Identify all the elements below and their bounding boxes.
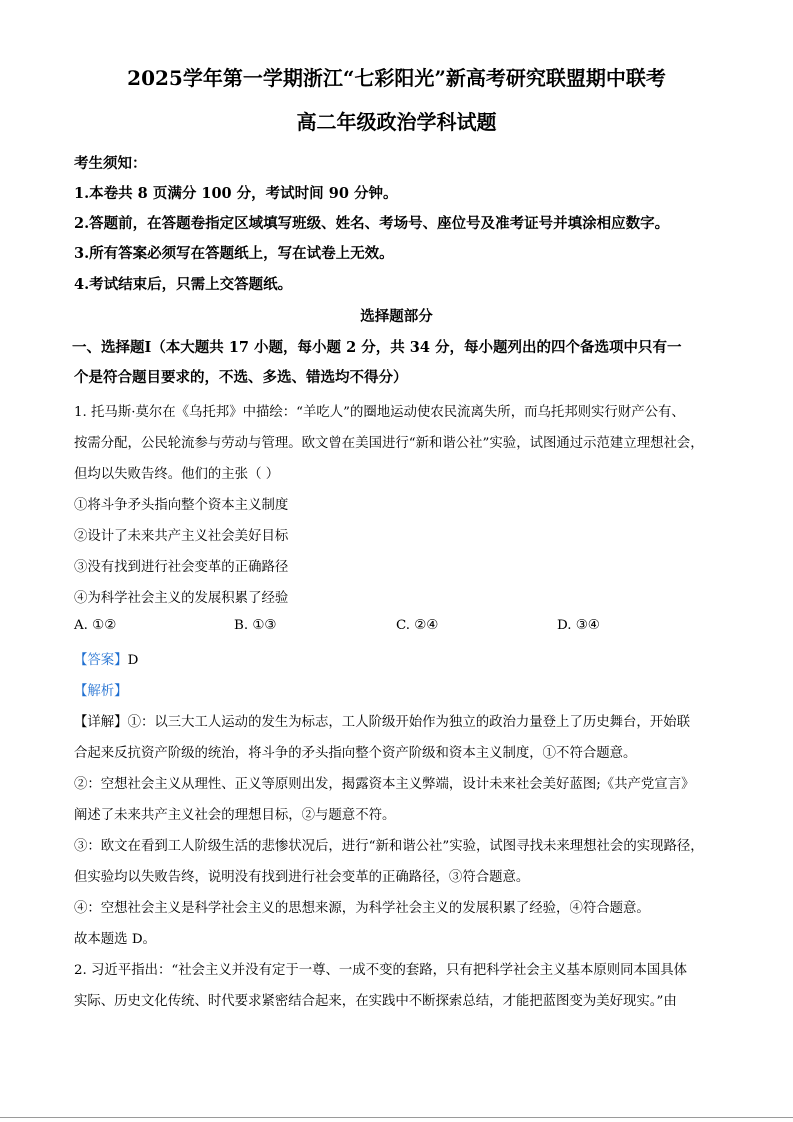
section-instruction: 个是符合题目要求的，不选、多选、错选均不得分） [74, 369, 408, 386]
section-title: 选择题部分 [360, 308, 433, 325]
detail-line [74, 711, 690, 730]
detail-line: ②：空想社会主义从理性、正义等原则出发，揭露资本主义弊端，设计未来社会美好蓝图;《共产党宣言》 [74, 777, 695, 792]
detail-line: 阐述了未来共产主义社会的理想目标，②与题意不符。 [74, 808, 396, 823]
option-b: B. ①③ [234, 618, 277, 633]
analysis-tag: 【解析】 [74, 684, 128, 699]
page-bottom-divider [0, 1117, 793, 1118]
question-stem: 但均以失败告终。他们的主张（ ） [74, 467, 280, 482]
notice-item: 3.所有答案必须写在答题纸上，写在试卷上无效。 [74, 245, 394, 262]
option-a: A. ①② [74, 618, 117, 633]
question-stem: 实际、历史文化传统、时代要求紧密结合起来，在实践中不断探索总结，才能把蓝图变为美好现实。”由 [74, 994, 677, 1009]
option-d: D. ③④ [557, 618, 600, 633]
answer-line [74, 649, 138, 668]
section-instruction: 一、选择题Ⅰ（本大题共 17 小题，每小题 2 分，共 34 分，每小题列出的四个备选项中只有一 [72, 339, 682, 356]
detail-line: 但实验均以失败告终，说明没有找到进行社会变革的正确路径，③符合题意。 [74, 870, 530, 885]
detail-text: ①：以三大工人运动的发生为标志，工人阶级开始作为独立的政治力量登上了历史舞台，开始联 [127, 715, 690, 730]
statement-item: ④为科学社会主义的发展积累了经验 [74, 591, 289, 606]
exam-subtitle: 高二年级政治学科试题 [296, 110, 497, 134]
detail-line: 故本题选 D。 [74, 932, 156, 947]
answer-tag: 【答案】 [74, 653, 128, 668]
detail-line: 合起来反抗资产阶级的统治，将斗争的矛头指向整个资产阶级和资本主义制度，①不符合题意。 [74, 746, 637, 761]
option-c: C. ②④ [396, 618, 439, 633]
notice-heading: 考生须知： [74, 155, 147, 172]
question-stem: 1. 托马斯·莫尔在《乌托邦》中描绘：“羊吃人”的圈地运动使农民流离失所，而乌托邦则实行财产公有、 [74, 405, 685, 420]
detail-line: ③：欧文在看到工人阶级生活的悲惨状况后，进行“新和谐公社”实验，试图寻找未来理想社会的实现路径， [74, 839, 704, 854]
notice-item: 2.答题前，在答题卷指定区域填写班级、姓名、考场号、座位号及准考证号并填涂相应数字。 [74, 215, 670, 232]
exam-title: 2025学年第一学期浙江“七彩阳光”新高考研究联盟期中联考 [127, 66, 666, 90]
question-stem: 按需分配，公民轮流参与劳动与管理。欧文曾在美国进行“新和谐公社”实验，试图通过示范建立理想社会， [74, 436, 704, 451]
statement-item: ③没有找到进行社会变革的正确路径 [74, 560, 289, 575]
notice-item: 4.考试结束后，只需上交答题纸。 [74, 276, 293, 293]
detail-line: ④：空想社会主义是科学社会主义的思想来源，为科学社会主义的发展积累了经验，④符合题意。 [74, 901, 650, 916]
answer-value: D [127, 653, 139, 668]
notice-item: 1.本卷共 8 页满分 100 分，考试时间 90 分钟。 [74, 185, 398, 202]
detail-tag: 【详解】 [74, 715, 128, 730]
statement-item: ②设计了未来共产主义社会美好目标 [74, 529, 289, 544]
statement-item: ①将斗争矛头指向整个资本主义制度 [74, 498, 289, 513]
question-stem: 2. 习近平指出：“社会主义并没有定于一尊、一成不变的套路，只有把科学社会主义基本原则同本国具体 [74, 963, 688, 978]
